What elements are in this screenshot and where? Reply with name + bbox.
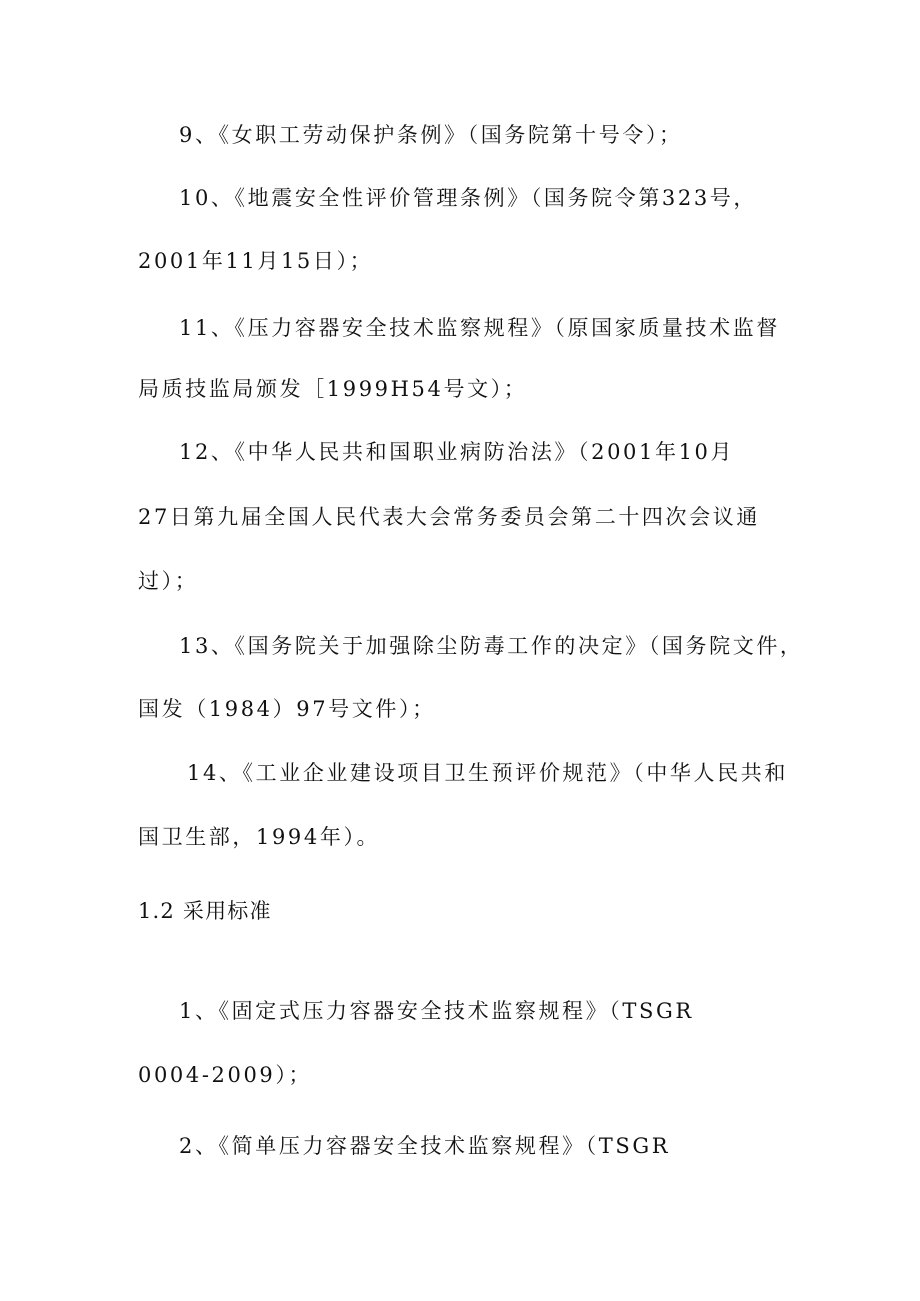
section-heading-1-2: 1.2 采用标准 xyxy=(138,899,272,923)
regulation-item-9: 9、《女职工劳动保护条例》（国务院第十号令）； xyxy=(179,123,683,147)
regulation-item-12-line-2: 27日第九届全国人民代表大会常务委员会第二十四次会议通 xyxy=(138,505,760,529)
regulation-item-14-line-2: 国卫生部，1994年）。 xyxy=(138,825,381,849)
regulation-item-12-line-3: 过）； xyxy=(138,569,199,593)
regulation-item-13-line-2: 国发（1984）97号文件）； xyxy=(138,697,436,721)
regulation-item-11-line-1: 11、《压力容器安全技术监察规程》（原国家质量技术监督 xyxy=(179,316,780,340)
regulation-item-10-line-1: 10、《地震安全性评价管理条例》（国务院令第323号， xyxy=(179,186,758,210)
regulation-item-11-line-2: 局质技监局颁发［1999H54号文）； xyxy=(138,377,528,401)
regulation-item-12-line-1: 12、《中华人民共和国职业病防治法》（2001年10月 xyxy=(179,440,735,464)
regulation-item-14-line-1: 14、《工业企业建设项目卫生预评价规范》（中华人民共和 xyxy=(187,761,788,785)
standard-item-2-line-1: 2、《简单压力容器安全技术监察规程》（TSGR xyxy=(179,1134,671,1158)
regulation-item-10-line-2: 2001年11月15日）； xyxy=(138,249,374,273)
standard-item-1-line-2: 0004-2009）； xyxy=(138,1063,313,1087)
standard-item-1-line-1: 1、《固定式压力容器安全技术监察规程》（TSGR xyxy=(179,999,694,1023)
regulation-item-13-line-1: 13、《国务院关于加强除尘防毒工作的决定》（国务院文件， xyxy=(179,634,804,658)
